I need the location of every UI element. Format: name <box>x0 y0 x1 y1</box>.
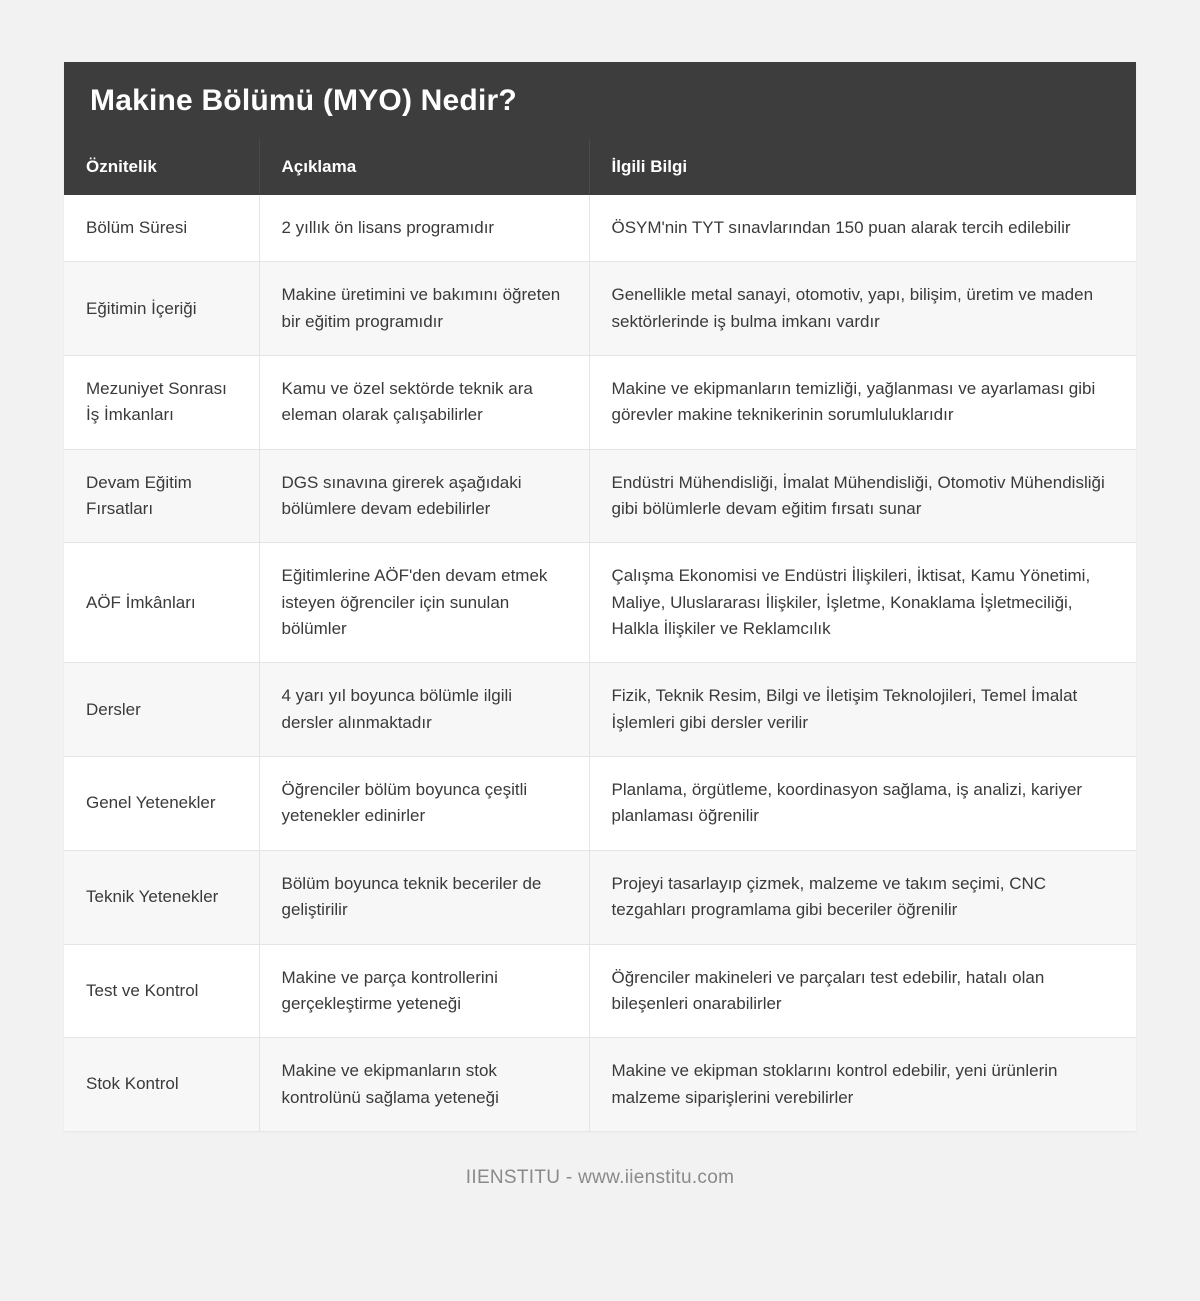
cell-attribute: Dersler <box>64 663 259 757</box>
table-header <box>64 139 1136 195</box>
table-row <box>64 944 1136 1038</box>
column-header-description: Açıklama <box>259 139 589 195</box>
cell-info: Projeyi tasarlayıp çizmek, malzeme ve takım seçimi, CNC tezgahları programlama gibi beceriler öğrenilir <box>589 850 1136 944</box>
footer-attribution: IIENSTITU - www.iienstitu.com <box>465 1166 735 1188</box>
page-title: Makine Bölümü (MYO) Nedir? <box>90 83 517 117</box>
cell-info: Öğrenciler makineleri ve parçaları test edebilir, hatalı olan bileşenleri onarabilirler <box>589 944 1136 1038</box>
cell-description: 4 yarı yıl boyunca bölümle ilgili dersler alınmaktadır <box>259 663 589 757</box>
cell-info: Fizik, Teknik Resim, Bilgi ve İletişim Teknolojileri, Temel İmalat İşlemleri gibi dersler verilir <box>589 663 1136 757</box>
table-row <box>64 356 1136 450</box>
table-header-row <box>64 139 1136 195</box>
cell-info: Endüstri Mühendisliği, İmalat Mühendisliği, Otomotiv Mühendisliği gibi bölümlerle devam eğitim fırsatı sunar <box>589 449 1136 543</box>
table-row <box>64 449 1136 543</box>
cell-info: Makine ve ekipmanların temizliği, yağlanması ve ayarlaması gibi görevler makine teknikerinin sorumluluklarıdır <box>589 356 1136 450</box>
cell-attribute: Genel Yetenekler <box>64 757 259 851</box>
cell-info: Makine ve ekipman stoklarını kontrol edebilir, yeni ürünlerin malzeme siparişlerini verebilirler <box>589 1038 1136 1131</box>
cell-attribute: Teknik Yetenekler <box>64 850 259 944</box>
cell-description: DGS sınavına girerek aşağıdaki bölümlere devam edebilirler <box>259 449 589 543</box>
cell-attribute: AÖF İmkânları <box>64 543 259 663</box>
cell-description: Öğrenciler bölüm boyunca çeşitli yetenekler edinirler <box>259 757 589 851</box>
cell-info: ÖSYM'nin TYT sınavlarından 150 puan alarak tercih edilebilir <box>589 195 1136 262</box>
cell-attribute: Stok Kontrol <box>64 1038 259 1131</box>
cell-description: Makine ve ekipmanların stok kontrolünü sağlama yeteneği <box>259 1038 589 1131</box>
table-row <box>64 663 1136 757</box>
table-row <box>64 195 1136 262</box>
column-header-info: İlgili Bilgi <box>589 139 1136 195</box>
cell-description: Bölüm boyunca teknik beceriler de geliştirilir <box>259 850 589 944</box>
info-card <box>64 62 1136 1131</box>
cell-description: Kamu ve özel sektörde teknik ara eleman olarak çalışabilirler <box>259 356 589 450</box>
cell-attribute: Eğitimin İçeriği <box>64 262 259 356</box>
cell-info: Planlama, örgütleme, koordinasyon sağlama, iş analizi, kariyer planlaması öğrenilir <box>589 757 1136 851</box>
table-body <box>64 195 1136 1131</box>
card-title-bar <box>64 62 1136 139</box>
info-table <box>64 139 1136 1131</box>
cell-description: Eğitimlerine AÖF'den devam etmek isteyen öğrenciler için sunulan bölümler <box>259 543 589 663</box>
cell-attribute: Bölüm Süresi <box>64 195 259 262</box>
table-row <box>64 757 1136 851</box>
cell-attribute: Devam Eğitim Fırsatları <box>64 449 259 543</box>
table-row <box>64 1038 1136 1131</box>
table-row <box>64 262 1136 356</box>
table-row <box>64 850 1136 944</box>
cell-description: Makine ve parça kontrollerini gerçekleştirme yeteneği <box>259 944 589 1038</box>
column-header-attribute: Öznitelik <box>64 139 259 195</box>
cell-info: Çalışma Ekonomisi ve Endüstri İlişkileri, İktisat, Kamu Yönetimi, Maliye, Uluslararası İlişkiler, İşletme, Konaklama İşletmeciliği, Halkla İlişkiler ve Reklamcılık <box>589 543 1136 663</box>
table-row <box>64 543 1136 663</box>
cell-info: Genellikle metal sanayi, otomotiv, yapı, bilişim, üretim ve maden sektörlerinde iş bulma imkanı vardır <box>589 262 1136 356</box>
cell-description: 2 yıllık ön lisans programıdır <box>259 195 589 262</box>
cell-attribute: Mezuniyet Sonrası İş İmkanları <box>64 356 259 450</box>
cell-attribute: Test ve Kontrol <box>64 944 259 1038</box>
cell-description: Makine üretimini ve bakımını öğreten bir eğitim programıdır <box>259 262 589 356</box>
